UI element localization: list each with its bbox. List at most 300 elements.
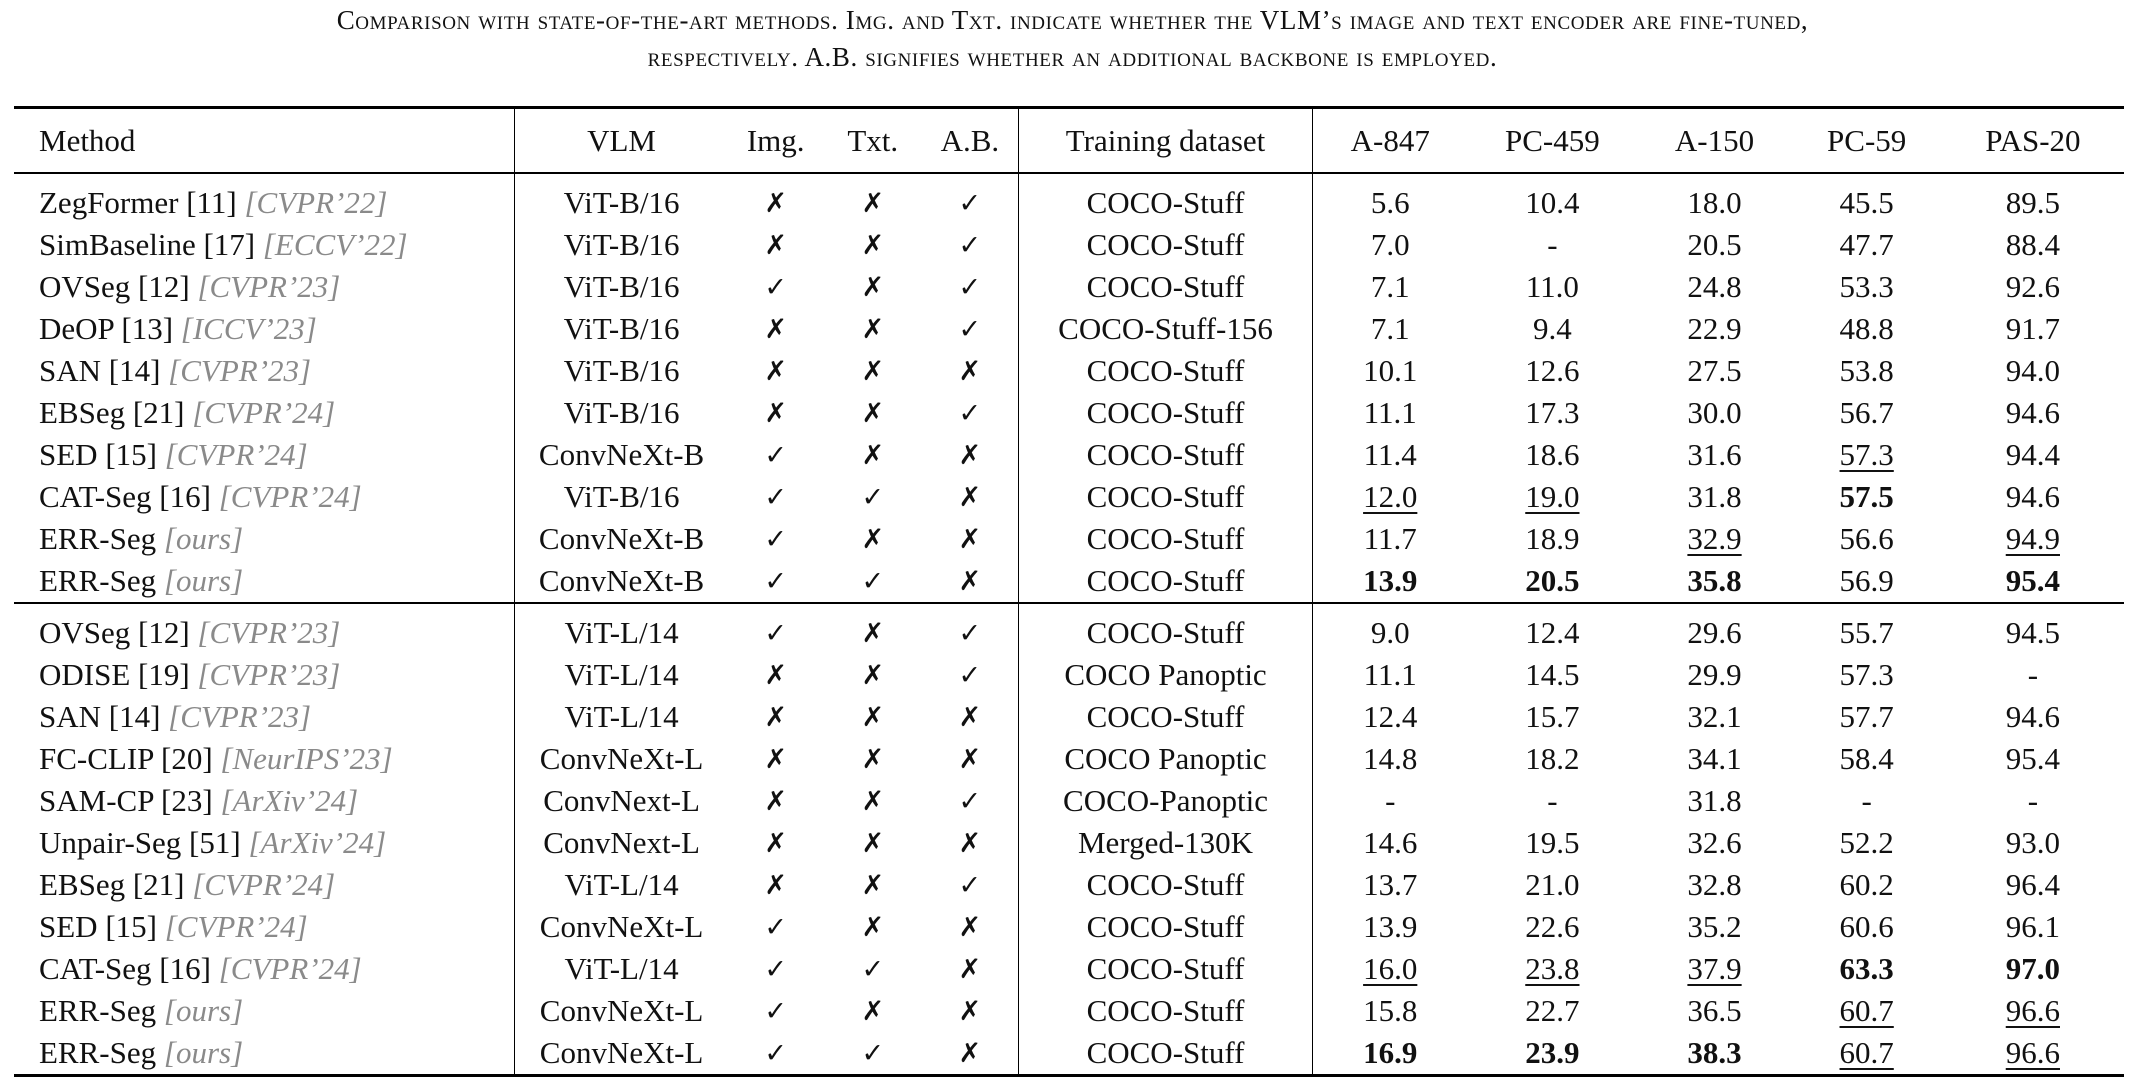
cross-icon: ✗ <box>861 702 885 733</box>
txt-finetuned-mark <box>824 350 922 392</box>
score-pc459 <box>1467 906 1637 948</box>
table-row <box>14 780 2124 822</box>
score-value: 21.0 <box>1525 867 1580 902</box>
vlm-cell: ConvNeXt-B <box>515 560 728 603</box>
txt-finetuned-mark <box>824 173 922 224</box>
img-finetuned-mark <box>728 308 824 350</box>
score-value: 94.6 <box>2005 395 2060 430</box>
method-venue: [ours] <box>163 993 244 1028</box>
img-finetuned-mark <box>728 1032 824 1076</box>
training-dataset-cell: COCO-Stuff <box>1018 1032 1312 1076</box>
method-cell <box>14 392 515 434</box>
score-a150 <box>1637 654 1791 696</box>
score-pc59 <box>1792 1032 1942 1076</box>
method-cell <box>14 822 515 864</box>
method-cell <box>14 308 515 350</box>
score-value: 18.9 <box>1525 521 1580 556</box>
additional-backbone-mark <box>922 173 1019 224</box>
caption-line-1: Comparison with state-of-the-art methods. Img. and Txt. indicate whether the VLM’s image and text encoder are fine-tuned, <box>336 5 1809 35</box>
score-value: 60.7 <box>1839 1035 1894 1070</box>
score-pas20 <box>1942 308 2124 350</box>
additional-backbone-mark <box>922 780 1019 822</box>
score-value: 35.8 <box>1687 563 1742 598</box>
score-value: 22.9 <box>1687 311 1742 346</box>
score-pc459 <box>1467 603 1637 654</box>
score-value: 96.6 <box>2005 1035 2060 1070</box>
score-value: 12.4 <box>1363 699 1418 734</box>
score-pc59 <box>1792 906 1942 948</box>
img-finetuned-mark <box>728 696 824 738</box>
score-value: 94.6 <box>2005 479 2060 514</box>
score-value: 12.4 <box>1525 615 1580 650</box>
method-name: SAN [14] <box>39 699 161 734</box>
score-pas20 <box>1942 392 2124 434</box>
method-cell <box>14 266 515 308</box>
img-finetuned-mark <box>728 780 824 822</box>
table-group-vit-l <box>14 603 2124 1076</box>
training-dataset-cell: COCO-Stuff <box>1018 266 1312 308</box>
score-value: 14.8 <box>1363 741 1418 776</box>
score-value: 13.9 <box>1363 563 1418 598</box>
table-header-row <box>14 108 2124 174</box>
score-pc59 <box>1792 392 1942 434</box>
score-value: 7.0 <box>1370 227 1410 262</box>
method-venue: [CVPR’23] <box>168 699 312 734</box>
cross-icon: ✗ <box>861 618 885 649</box>
score-value: 58.4 <box>1839 741 1894 776</box>
method-venue: [ours] <box>163 1035 244 1070</box>
score-value: 13.7 <box>1363 867 1418 902</box>
score-value: 22.6 <box>1525 909 1580 944</box>
score-value: 57.5 <box>1839 479 1894 514</box>
score-pas20 <box>1942 224 2124 266</box>
score-value: 89.5 <box>2005 185 2060 220</box>
additional-backbone-mark <box>922 350 1019 392</box>
score-value: 48.8 <box>1839 311 1894 346</box>
score-value: 55.7 <box>1839 615 1894 650</box>
score-pc59 <box>1792 350 1942 392</box>
method-venue: [CVPR’23] <box>197 269 341 304</box>
img-finetuned-mark <box>728 948 824 990</box>
score-value: - <box>1861 783 1872 818</box>
cross-icon: ✗ <box>958 954 982 985</box>
score-a150 <box>1637 308 1791 350</box>
score-a847 <box>1313 434 1468 476</box>
score-pc59 <box>1792 266 1942 308</box>
method-venue: [CVPR’23] <box>168 353 312 388</box>
score-a150 <box>1637 518 1791 560</box>
txt-finetuned-mark <box>824 1032 922 1076</box>
header-a847: A-847 <box>1313 108 1468 174</box>
method-venue: [CVPR’23] <box>197 615 341 650</box>
txt-finetuned-mark <box>824 696 922 738</box>
cross-icon: ✗ <box>958 1038 982 1069</box>
score-value: 94.0 <box>2005 353 2060 388</box>
cross-icon: ✗ <box>861 188 885 219</box>
additional-backbone-mark <box>922 434 1019 476</box>
score-value: 17.3 <box>1525 395 1580 430</box>
method-name: ODISE [19] <box>39 657 190 692</box>
score-value: 96.4 <box>2005 867 2060 902</box>
vlm-cell: ViT-L/14 <box>515 696 728 738</box>
training-dataset-cell: COCO-Stuff <box>1018 173 1312 224</box>
method-name: EBSeg [21] <box>39 867 185 902</box>
method-venue: [NeurIPS’23] <box>220 741 393 776</box>
training-dataset-cell: COCO-Stuff-156 <box>1018 308 1312 350</box>
score-value: - <box>1547 783 1558 818</box>
score-pc59 <box>1792 990 1942 1032</box>
table-row <box>14 434 2124 476</box>
score-value: 12.6 <box>1525 353 1580 388</box>
score-value: 35.2 <box>1687 909 1742 944</box>
score-pas20 <box>1942 350 2124 392</box>
score-value: 18.6 <box>1525 437 1580 472</box>
training-dataset-cell: COCO-Stuff <box>1018 696 1312 738</box>
method-venue: [CVPR’22] <box>244 185 388 220</box>
vlm-cell: ConvNeXt-B <box>515 434 728 476</box>
score-a150 <box>1637 392 1791 434</box>
score-value: 11.1 <box>1363 395 1417 430</box>
cross-icon: ✗ <box>764 660 787 691</box>
txt-finetuned-mark <box>824 948 922 990</box>
table-row <box>14 224 2124 266</box>
img-finetuned-mark <box>728 476 824 518</box>
cross-icon: ✗ <box>958 912 982 943</box>
check-icon: ✓ <box>958 272 982 303</box>
score-pc59 <box>1792 560 1942 603</box>
comparison-table <box>14 106 2124 1077</box>
additional-backbone-mark <box>922 266 1019 308</box>
header-a150: A-150 <box>1674 122 1755 158</box>
score-a150 <box>1637 780 1791 822</box>
cross-icon: ✗ <box>861 828 885 859</box>
method-name: DeOP [13] <box>39 311 174 346</box>
method-name: ERR-Seg <box>39 521 157 556</box>
score-pc59 <box>1792 822 1942 864</box>
txt-finetuned-mark <box>824 738 922 780</box>
cross-icon: ✗ <box>861 996 885 1027</box>
vlm-cell: ViT-L/14 <box>515 948 728 990</box>
score-pas20 <box>1942 738 2124 780</box>
score-a150 <box>1637 603 1791 654</box>
img-finetuned-mark <box>728 434 824 476</box>
score-value: 96.1 <box>2005 909 2060 944</box>
training-dataset-cell: COCO-Stuff <box>1018 560 1312 603</box>
cross-icon: ✗ <box>764 398 787 429</box>
vlm-cell: ViT-B/16 <box>515 350 728 392</box>
method-name: SAN [14] <box>39 353 161 388</box>
score-pas20 <box>1942 654 2124 696</box>
score-a847 <box>1313 560 1468 603</box>
cross-icon: ✗ <box>958 744 982 775</box>
img-finetuned-mark <box>728 224 824 266</box>
score-value: 37.9 <box>1687 951 1742 986</box>
score-pas20 <box>1942 906 2124 948</box>
img-finetuned-mark <box>728 266 824 308</box>
score-pc59 <box>1792 603 1942 654</box>
check-icon: ✓ <box>861 954 885 985</box>
score-value: 7.1 <box>1370 311 1410 346</box>
score-pas20 <box>1942 518 2124 560</box>
method-name: SimBaseline [17] <box>39 227 256 262</box>
score-value: 63.3 <box>1839 951 1894 986</box>
additional-backbone-mark <box>922 990 1019 1032</box>
txt-finetuned-mark <box>824 560 922 603</box>
score-pc459 <box>1467 350 1637 392</box>
cross-icon: ✗ <box>861 440 885 471</box>
score-pc59 <box>1792 948 1942 990</box>
check-icon: ✓ <box>958 314 982 345</box>
score-value: 29.9 <box>1687 657 1742 692</box>
score-a847 <box>1313 476 1468 518</box>
score-pc459 <box>1467 1032 1637 1076</box>
score-a150 <box>1637 560 1791 603</box>
score-a150 <box>1637 948 1791 990</box>
score-value: 18.0 <box>1687 185 1742 220</box>
score-value: 12.0 <box>1363 479 1418 514</box>
table-row <box>14 1032 2124 1076</box>
check-icon: ✓ <box>958 188 982 219</box>
method-cell <box>14 906 515 948</box>
training-dataset-cell: COCO-Stuff <box>1018 434 1312 476</box>
img-finetuned-mark <box>728 392 824 434</box>
score-pc59 <box>1792 434 1942 476</box>
vlm-cell: ViT-B/16 <box>515 224 728 266</box>
img-finetuned-mark <box>728 350 824 392</box>
score-value: 57.3 <box>1839 657 1894 692</box>
txt-finetuned-mark <box>824 990 922 1032</box>
check-icon: ✓ <box>958 870 982 901</box>
img-finetuned-mark <box>728 654 824 696</box>
score-value: 16.0 <box>1363 951 1418 986</box>
score-a847 <box>1313 350 1468 392</box>
header-ab: A.B. <box>940 122 1000 158</box>
img-finetuned-mark <box>728 738 824 780</box>
header-vlm: VLM <box>515 108 728 174</box>
score-value: 94.6 <box>2005 699 2060 734</box>
txt-finetuned-mark <box>824 308 922 350</box>
img-finetuned-mark <box>728 864 824 906</box>
img-finetuned-mark <box>728 560 824 603</box>
score-value: 94.5 <box>2005 615 2060 650</box>
method-name: CAT-Seg [16] <box>39 479 211 514</box>
check-icon: ✓ <box>764 996 787 1027</box>
score-value: 11.4 <box>1363 437 1417 472</box>
txt-finetuned-mark <box>824 603 922 654</box>
score-value: 15.7 <box>1525 699 1580 734</box>
score-value: 31.8 <box>1687 479 1742 514</box>
score-value: 20.5 <box>1687 227 1742 262</box>
table-row <box>14 906 2124 948</box>
score-a847 <box>1313 822 1468 864</box>
header-method: Method <box>39 122 136 158</box>
table-row <box>14 738 2124 780</box>
score-pc459 <box>1467 173 1637 224</box>
score-value: 19.5 <box>1525 825 1580 860</box>
score-a847 <box>1313 990 1468 1032</box>
training-dataset-cell: COCO-Stuff <box>1018 224 1312 266</box>
score-value: 95.4 <box>2005 741 2060 776</box>
score-value: 88.4 <box>2005 227 2060 262</box>
cross-icon: ✗ <box>958 828 982 859</box>
score-pc59 <box>1792 864 1942 906</box>
score-value: 56.7 <box>1839 395 1894 430</box>
score-a847 <box>1313 654 1468 696</box>
score-value: 14.6 <box>1363 825 1418 860</box>
score-value: 53.8 <box>1839 353 1894 388</box>
img-finetuned-mark <box>728 906 824 948</box>
score-value: 36.5 <box>1687 993 1742 1028</box>
score-value: 57.3 <box>1839 437 1894 472</box>
training-dataset-cell: COCO-Stuff <box>1018 864 1312 906</box>
score-a847 <box>1313 738 1468 780</box>
check-icon: ✓ <box>958 398 982 429</box>
cross-icon: ✗ <box>764 870 787 901</box>
score-pc459 <box>1467 518 1637 560</box>
score-pc459 <box>1467 308 1637 350</box>
method-name: SED [15] <box>39 437 157 472</box>
vlm-cell: ConvNext-L <box>515 822 728 864</box>
method-name: ZegFormer [11] <box>39 185 237 220</box>
table-row <box>14 266 2124 308</box>
method-cell <box>14 560 515 603</box>
cross-icon: ✗ <box>861 356 885 387</box>
training-dataset-cell: Merged-130K <box>1018 822 1312 864</box>
score-value: 11.1 <box>1363 657 1417 692</box>
cross-icon: ✗ <box>764 188 787 219</box>
txt-finetuned-mark <box>824 654 922 696</box>
check-icon: ✓ <box>958 786 982 817</box>
score-pc459 <box>1467 266 1637 308</box>
check-icon: ✓ <box>764 1038 787 1069</box>
cross-icon: ✗ <box>764 702 787 733</box>
training-dataset-cell: COCO-Stuff <box>1018 603 1312 654</box>
method-venue: [ArXiv’24] <box>220 783 359 818</box>
score-a847 <box>1313 906 1468 948</box>
additional-backbone-mark <box>922 864 1019 906</box>
method-venue: [CVPR’24] <box>192 395 336 430</box>
table-row <box>14 603 2124 654</box>
method-venue: [CVPR’24] <box>218 479 362 514</box>
score-pas20 <box>1942 696 2124 738</box>
score-value: 5.6 <box>1370 185 1410 220</box>
txt-finetuned-mark <box>824 518 922 560</box>
txt-finetuned-mark <box>824 906 922 948</box>
score-value: 32.1 <box>1687 699 1742 734</box>
check-icon: ✓ <box>958 660 982 691</box>
header-txt: Txt. <box>847 122 899 158</box>
score-pas20 <box>1942 173 2124 224</box>
img-finetuned-mark <box>728 603 824 654</box>
txt-finetuned-mark <box>824 822 922 864</box>
score-value: 7.1 <box>1370 269 1410 304</box>
txt-finetuned-mark <box>824 864 922 906</box>
cross-icon: ✗ <box>861 272 885 303</box>
method-name: SAM-CP [23] <box>39 783 213 818</box>
table-row <box>14 822 2124 864</box>
vlm-cell: ConvNext-L <box>515 780 728 822</box>
score-value: 96.6 <box>2005 993 2060 1028</box>
score-value: 9.0 <box>1370 615 1410 650</box>
score-pc59 <box>1792 654 1942 696</box>
score-a847 <box>1313 780 1468 822</box>
score-pas20 <box>1942 266 2124 308</box>
score-value: 93.0 <box>2005 825 2060 860</box>
method-venue: [CVPR’24] <box>164 909 308 944</box>
method-venue: [ours] <box>163 563 244 598</box>
score-pc59 <box>1792 476 1942 518</box>
score-a150 <box>1637 224 1791 266</box>
additional-backbone-mark <box>922 224 1019 266</box>
table-row <box>14 948 2124 990</box>
score-value: 14.5 <box>1525 657 1580 692</box>
method-cell <box>14 948 515 990</box>
method-name: EBSeg [21] <box>39 395 185 430</box>
method-cell <box>14 1032 515 1076</box>
score-value: 13.9 <box>1363 909 1418 944</box>
check-icon: ✓ <box>764 618 787 649</box>
score-pc459 <box>1467 654 1637 696</box>
header-pc459: PC-459 <box>1505 122 1600 158</box>
score-value: 95.4 <box>2005 563 2060 598</box>
txt-finetuned-mark <box>824 476 922 518</box>
cross-icon: ✗ <box>958 356 982 387</box>
score-a847 <box>1313 308 1468 350</box>
vlm-cell: ViT-B/16 <box>515 476 728 518</box>
additional-backbone-mark <box>922 696 1019 738</box>
check-icon: ✓ <box>764 524 787 555</box>
cross-icon: ✗ <box>958 566 982 597</box>
method-venue: [ECCV’22] <box>262 227 408 262</box>
score-value: 31.8 <box>1687 783 1742 818</box>
score-a150 <box>1637 906 1791 948</box>
score-value: - <box>2027 657 2039 692</box>
score-a150 <box>1637 738 1791 780</box>
training-dataset-cell: COCO Panoptic <box>1018 738 1312 780</box>
cross-icon: ✗ <box>861 744 885 775</box>
method-venue: [ICCV’23] <box>180 311 317 346</box>
header-pas20: PAS-20 <box>1985 122 2081 158</box>
check-icon: ✓ <box>764 482 787 513</box>
additional-backbone-mark <box>922 654 1019 696</box>
additional-backbone-mark <box>922 906 1019 948</box>
score-value: 38.3 <box>1687 1035 1742 1070</box>
method-name: ERR-Seg <box>39 563 157 598</box>
method-cell <box>14 224 515 266</box>
score-pc59 <box>1792 696 1942 738</box>
cross-icon: ✗ <box>958 996 982 1027</box>
vlm-cell: ViT-B/16 <box>515 392 728 434</box>
score-pc459 <box>1467 560 1637 603</box>
score-value: 11.7 <box>1363 521 1417 556</box>
table-row <box>14 560 2124 603</box>
score-value: - <box>1547 227 1558 262</box>
training-dataset-cell: COCO-Panoptic <box>1018 780 1312 822</box>
score-value: 56.6 <box>1839 521 1894 556</box>
txt-finetuned-mark <box>824 224 922 266</box>
score-value: 57.7 <box>1839 699 1894 734</box>
method-name: ERR-Seg <box>39 993 157 1028</box>
header-img: Img. <box>746 122 805 158</box>
method-cell <box>14 350 515 392</box>
score-pas20 <box>1942 780 2124 822</box>
score-pc459 <box>1467 392 1637 434</box>
txt-finetuned-mark <box>824 434 922 476</box>
score-pc459 <box>1467 696 1637 738</box>
method-venue: [CVPR’24] <box>164 437 308 472</box>
cross-icon: ✗ <box>861 314 885 345</box>
cross-icon: ✗ <box>861 398 885 429</box>
